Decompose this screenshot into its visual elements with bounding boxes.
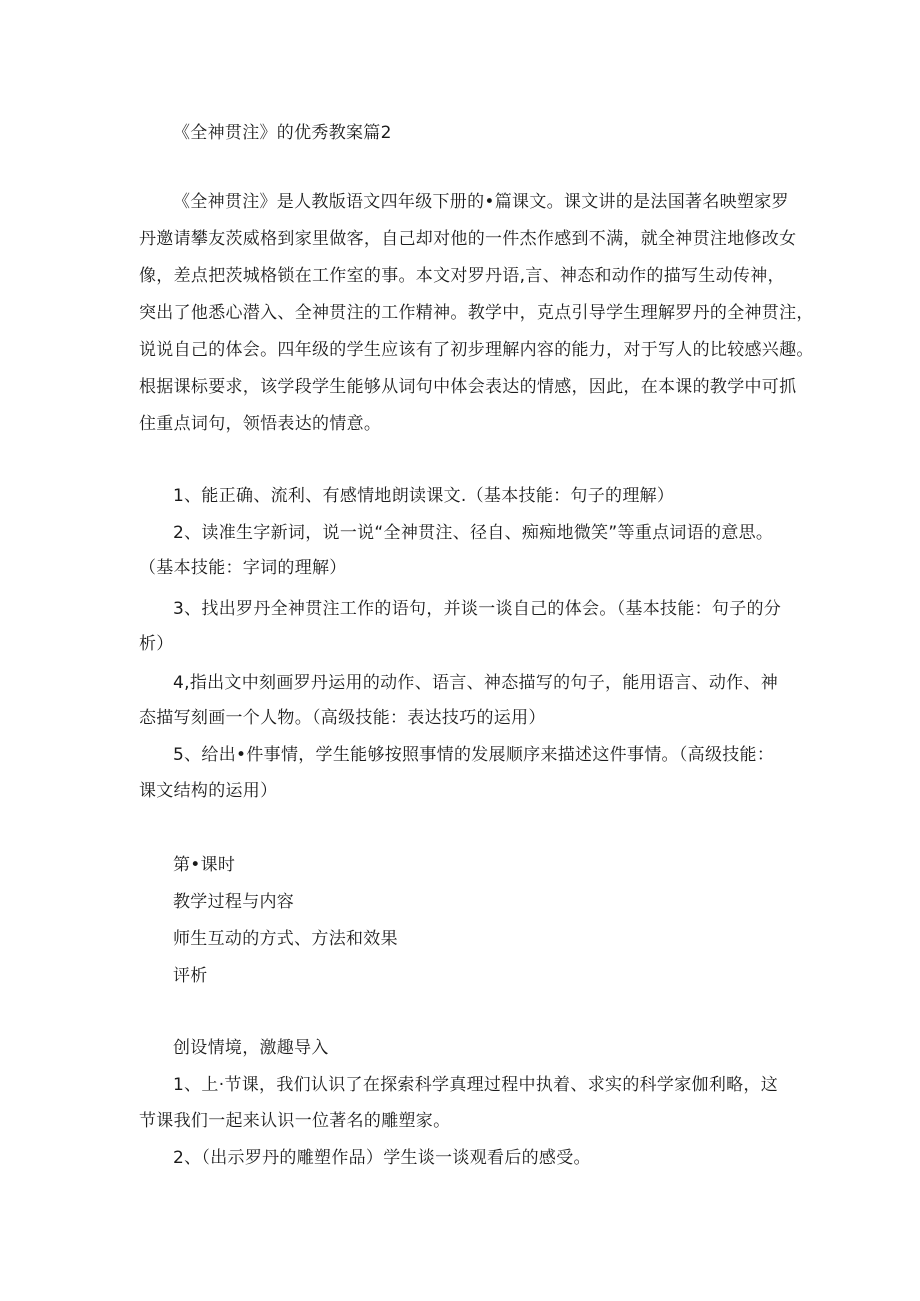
intro-line: 根据课标要求，该学段学生能够从词句中体会表达的情感，因此，在本课的教学中可抓 [139, 377, 797, 397]
objective-line: 1、能正确、流利、有感情地朗读课文.（基本技能：句子的理解） [173, 486, 675, 506]
objective-line: （基本技能：字词的理解） [139, 558, 347, 578]
objective-line: 态描写刻画一个人物。（高级技能：表达技巧的运用） [139, 708, 546, 728]
process-heading: 创设情境，激趣导入 [173, 1038, 329, 1058]
column-comment: 评析 [173, 966, 208, 986]
objective-line: 5、给出•件事情，学生能够按照事情的发展顺序来描述这件事情。（高级技能： [173, 745, 775, 765]
column-process: 教学过程与内容 [173, 892, 295, 912]
objective-line: 4,指出文中刻画罗丹运用的动作、语言、神态描写的句子，能用语言、动作、神 [173, 673, 779, 693]
intro-line: 丹邀请攀友茨威格到家里做客，自己却对他的一件杰作感到不满，就全神贯注地修改女 [139, 229, 797, 249]
process-line: 节课我们一起来认识一位著名的雕塑家。 [139, 1111, 451, 1131]
column-interaction: 师生互动的方式、方法和效果 [173, 929, 398, 949]
intro-line: 住重点词句，领悟表达的情意。 [139, 414, 382, 434]
intro-line: 说说自己的体会。四年级的学生应该有了初步理解内容的能力，对于写人的比较感兴趣。 [139, 340, 814, 360]
objective-line: 析） [139, 634, 174, 654]
lesson-period: 第•课时 [173, 855, 236, 875]
intro-line: 《全神贯注》是人教版语文四年级下册的•篇课文。课文讲的是法国著名映塑家罗 [173, 192, 789, 212]
intro-line: 像，差点把茨城格锁在工作室的事。本文对罗丹语,言、神态和动作的描写生动传神， [139, 266, 785, 286]
objective-line: 2、读准生字新词，说一说“全神贯注、径自、痴痴地微笑”等重点词语的意思。 [173, 523, 774, 543]
objective-line: 3、找出罗丹全神贯注工作的语句，并谈一谈自己的体会。（基本技能：句子的分 [173, 599, 782, 619]
page-title: 《全神贯注》的优秀教案篇2 [173, 123, 392, 143]
process-line: 2、（出示罗丹的雕塑作品）学生谈一谈观看后的感受。 [173, 1148, 591, 1168]
objective-line: 课文结构的运用） [139, 781, 278, 801]
process-line: 1、上·节课，我们认识了在探索科学真理过程中执着、求实的科学家伽利略，这 [173, 1075, 779, 1095]
intro-line: 突出了他悉心潜入、全神贯注的工作精神。教学中，克点引导学生理解罗丹的全神贯注， [139, 303, 814, 323]
